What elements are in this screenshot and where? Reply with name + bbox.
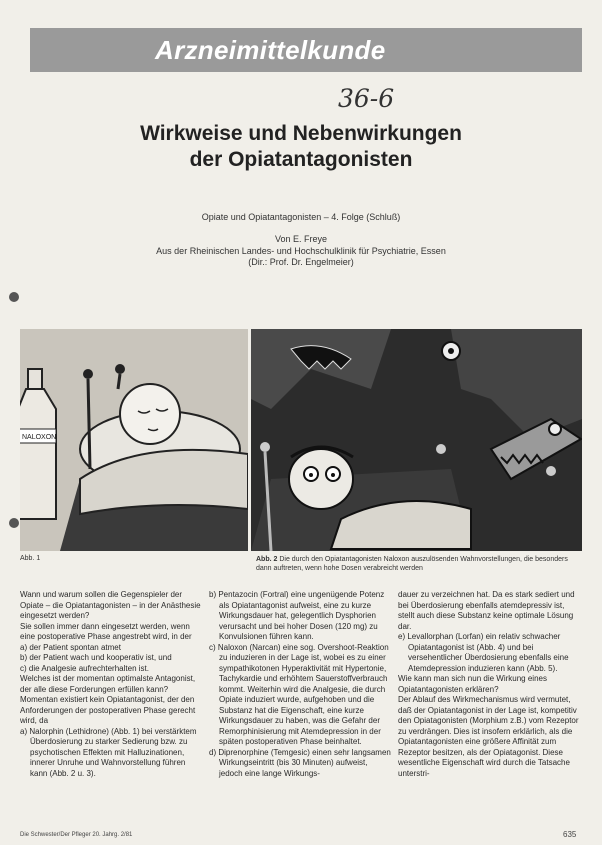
list-item: a) Nalorphin (Lethidrone) (Abb. 1) bei verstärktem Überdosierung zu starker Sedierung bzw. zu psychotischen Effekten mit Halluzinationen, innerer Unruhe und Wahnvorstellung führen kann (Abb. 2 u. 3).: [20, 726, 197, 778]
section-header-band: [30, 28, 582, 72]
footer-journal: Die Schwester/Der Pfleger 20. Jahrg. 2/81: [20, 832, 133, 838]
paragraph: Sie sollen immer dann eingesetzt werden, wenn eine postoperative Phase angestrebt wird, in der: [20, 621, 192, 641]
figure-1-caption: Abb. 1: [20, 555, 41, 562]
list-item: b) Pentazocin (Fortral) eine ungenügende Potenz als Opiatantagonist aufweist, eine zu kurze Wirkungsdauer hat, gelegentlich Dysphorien verursacht und bei hoher Dosen (120 mg) zu Konvulsionen führen kann.: [209, 590, 385, 641]
section-title: Arzneimittelkunde: [155, 35, 386, 65]
question-paragraph: Wie kann man sich nun die Wirkung eines Opiatantagonisten erklären?: [398, 674, 547, 694]
figure-2-caption-text: Die durch den Opiatantagonisten Naloxon auszulösenden Wahnvorstellungen, die besonders dann auftreten, wenn hohe Dosen verabreicht werden: [256, 556, 568, 572]
punch-hole: [9, 518, 19, 528]
text-column-3: [398, 590, 582, 779]
figure-2-nightmare-illustration: [251, 329, 582, 551]
list-item: b) der Patient wach und kooperativ ist, und: [20, 653, 172, 662]
list-item: e) Levallorphan (Lorfan) ein relativ schwacher Opiatantagonist ist (Abb. 4) und bei versehentlicher Überdosierung ebenfalls eine Atemdepression induzieren kann (Abb. 5).: [398, 632, 569, 673]
figure-2-caption-label: Abb. 2: [256, 556, 278, 563]
list-item: c) Naloxon (Narcan) eine sog. Overshoot-Reaktion zu induzieren in der Lage ist, wobei es zu einer sympathikotonen Hyperaktivität mit Hypertonie, Tachykardie und erhöhtem Sauerstoffverbrauch kommt. Weiterhin wird die Analgesie, die durch Opiate induziert wurde, aufgehoben und die Substanz hat die Eigenschaft, eine kurze Wirkungsdauer zu haben, was die Gefahr der Remorphinisierung mit Atemdepression in der späten postoperativen Phase beinhaltet.: [209, 642, 389, 746]
series-subtitle: Opiate und Opiatantagonisten – 4. Folge (Schluß): [201, 212, 401, 222]
paragraph: Welches ist der momentan optimalste Antagonist, der alle diese Forderungen erfüllen kann? Momentan existiert kein Opiatantagonist, der den Anforderungen der postoperativen Phase gerecht wird, da: [20, 674, 196, 725]
punch-hole: [9, 292, 19, 302]
bottle-label: NALOXON: [22, 434, 57, 441]
handwritten-note: 36-6: [338, 84, 395, 113]
list-item: a) der Patient spontan atmet: [20, 642, 121, 652]
paragraph: Der Ablauf des Wirkmechanismus wird vermutet, daß der Opiatantagonist in der Lage ist, kompetitiv den Opiatagonisten (Morphium z.B.) vom Rezeptor zu verdrängen. Dies ist insofern erklärlich, als die Opiatantagonisten eine größere Affinität zum Rezeptor besitzen, als der Opiatagonist. Diese wesentliche Eigenschaft wird durch die Tatsache unterstri-: [398, 695, 579, 778]
director-line: (Dir.: Prof. Dr. Engelmeier): [248, 257, 354, 267]
list-item: d) Diprenorphine (Temgesic) einen sehr langsamen Wirkungseintritt (bis 30 Minuten) aufweist, jedoch eine lange Wirkungs-: [209, 747, 391, 778]
paragraph: Wann und warum sollen die Gegenspieler der Opiate – die Opiatantagonisten – in der Anästhesie eingesetzt werden?: [20, 590, 201, 620]
author-byline: Von E. Freye: [274, 234, 328, 244]
page-number: 635: [563, 830, 577, 839]
article-title-line2: der Opiatantagonisten: [189, 148, 413, 171]
text-column-2: [209, 590, 391, 779]
text-column-1: [20, 590, 202, 779]
institution-line: Aus der Rheinischen Landes- und Hochschulklinik für Psychiatrie, Essen: [156, 246, 446, 256]
list-item: c) die Analgesie aufrechterhalten ist.: [20, 663, 149, 673]
figure-1-sleeping-patient: [20, 329, 248, 551]
paragraph: dauer zu verzeichnen hat. Da es stark sediert und bei Überdosierung ebenfalls atemdepressiv ist, stellt auch diese Substanz keine optimale Lösung dar.: [398, 590, 575, 631]
figure-2-caption: [256, 555, 582, 573]
article-title-line1: Wirkweise und Nebenwirkungen: [140, 122, 462, 145]
